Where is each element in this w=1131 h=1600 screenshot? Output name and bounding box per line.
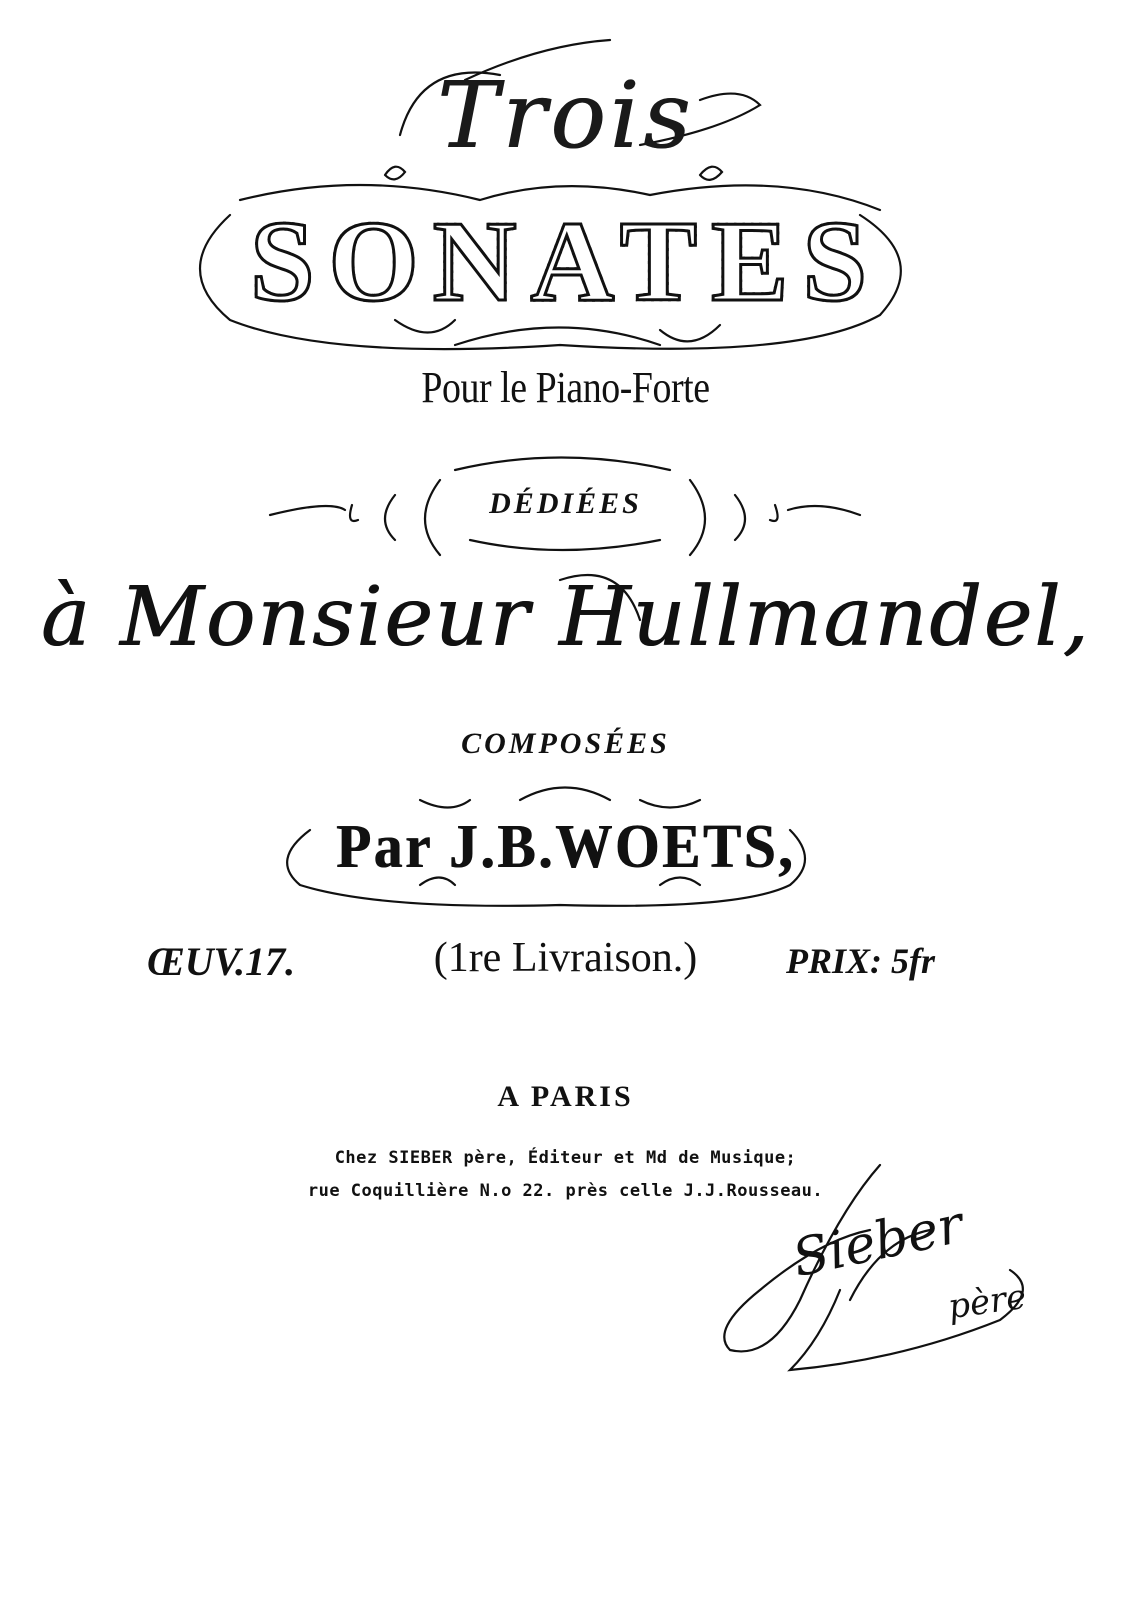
dedication-word: DÉDIÉES [489, 487, 642, 520]
composed-word: COMPOSÉES [461, 727, 670, 760]
title-pre: Trois [436, 62, 695, 169]
signature-name: Sieber [787, 1194, 969, 1290]
title-main: SONATES [0, 196, 1131, 329]
dediees-top-arc [455, 458, 670, 471]
delivery-label: (1re Livraison.) [433, 935, 698, 981]
publisher-line-2: rue Coquillière N.o 22. près celle J.J.Rousseau. [307, 1181, 824, 1201]
price-label: PRIX: 5fr [786, 941, 936, 981]
publisher-line-1: Chez SIEBER père, Éditeur et Md de Musique; [334, 1148, 797, 1168]
composer-curl-l [420, 800, 470, 808]
composer-curl-r [640, 800, 700, 808]
under-swash [455, 328, 660, 346]
composer-name: Par J.B.WOETS, [335, 813, 796, 881]
dedicatee: à Monsieur Hullmandel, [40, 570, 1091, 665]
dediees-bottom-arc [470, 540, 660, 550]
signature-suffix: père [945, 1276, 1029, 1328]
subtitle: Pour le Piano-Forte [421, 363, 710, 412]
opus-number: ŒUV.17. [147, 939, 296, 984]
composer-top-arc [520, 788, 610, 801]
city: A PARIS [497, 1080, 634, 1113]
publisher-signature [700, 1160, 1060, 1360]
